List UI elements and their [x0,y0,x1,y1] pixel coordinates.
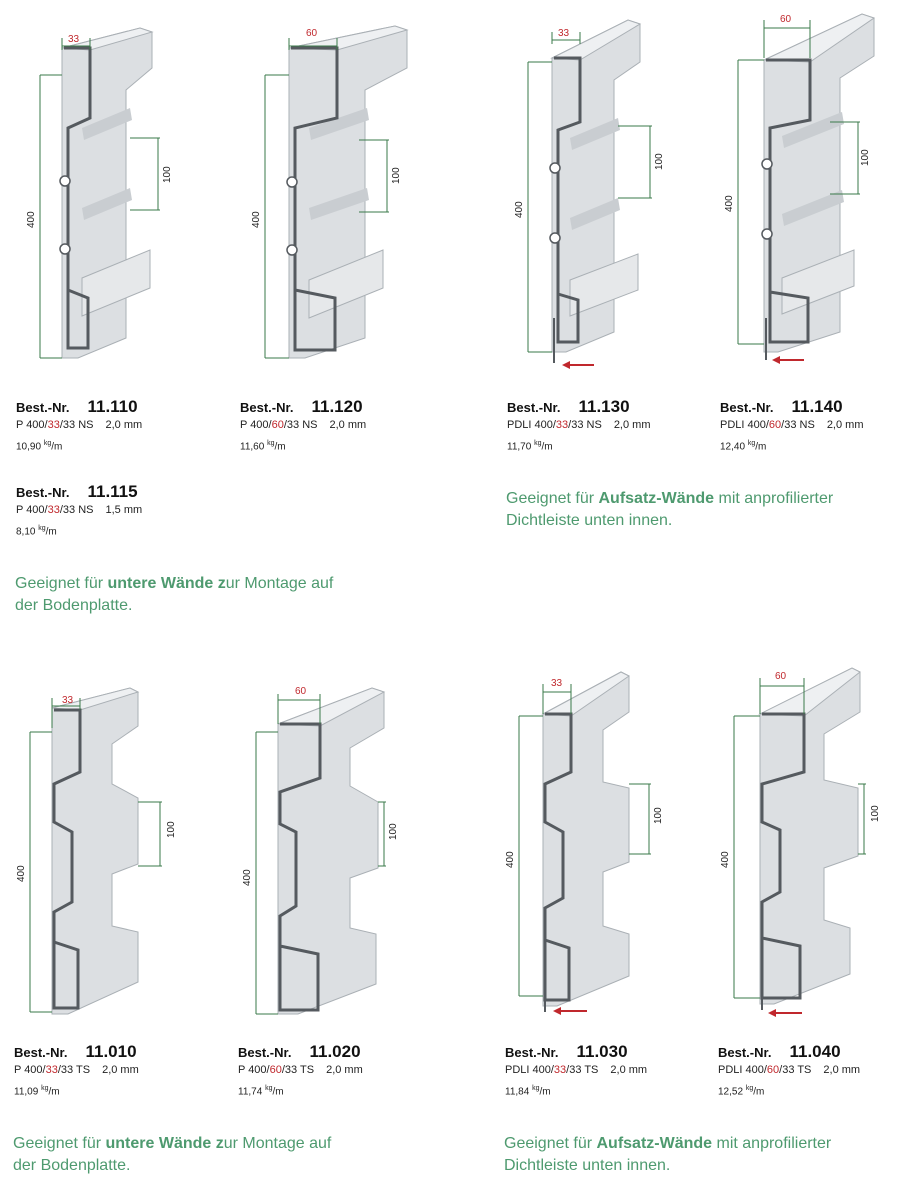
dim-width-label: 60 [295,686,307,697]
profile-body [289,26,407,358]
dim-width-label: 33 [558,28,570,39]
dim-spacing-label: 100 [654,153,665,170]
profile-body [62,28,152,358]
profile-body [760,668,860,1004]
order-label: Best.-Nr. [505,1045,559,1060]
order-label: Best.-Nr. [14,1045,68,1060]
product-card-11115 [16,482,216,537]
dim-spacing-label: 100 [860,149,871,166]
product-card-11120 [240,397,440,452]
dim-width-label: 60 [780,14,792,25]
order-label: Best.-Nr. [238,1045,292,1060]
product-spec: P 400/60/33 TS 2,0 mm [238,1064,363,1076]
order-number: 11.130 [578,397,630,416]
profile-drawing-11130 [510,18,670,373]
arrow-left-icon [562,361,594,369]
arrow-left-icon [772,356,804,364]
order-label: Best.-Nr. [720,400,774,415]
product-weight: 11,09 $^{kg}$/m [14,1085,60,1098]
dim-spacing-label: 100 [166,821,177,838]
product-spec: P 400/33/33 NS 2,0 mm [16,419,143,431]
dim-height-label: 400 [242,869,253,886]
profile-drawing-11110 [20,28,173,368]
profile-drawing-11020 [240,688,415,1018]
profile-body [278,688,384,1014]
order-label: Best.-Nr. [240,400,294,415]
product-spec: P 400/33/33 NS 1,5 mm [16,504,143,516]
arrow-left-icon [768,1009,802,1017]
dim-spacing-label: 100 [653,807,664,824]
product-card-11040 [718,1042,900,1097]
dim-spacing-label: 100 [391,167,402,184]
dim-height-label: 400 [26,211,37,228]
product-weight: 11,70 $^{kg}$/m [507,440,553,453]
profile-drawing-11040 [720,662,890,1020]
product-card-11010 [14,1042,214,1097]
product-card-11020 [238,1042,438,1097]
usage-note-untere: Geeignet für untere Wände zur Montage auf der Bodenplatte. [15,575,334,614]
dim-spacing-label: 100 [870,805,881,822]
usage-note-aufsatz: Geeignet für Aufsatz-Wände mit anprofilierter Dichtleiste unten innen. [504,1135,832,1174]
order-number: 11.020 [309,1042,361,1061]
dim-width-label: 33 [68,34,80,45]
order-label: Best.-Nr. [16,400,70,415]
order-number: 11.040 [789,1042,841,1061]
dim-height-label: 400 [505,851,516,868]
profile-groove [550,163,560,173]
profile-drawing-11010 [16,688,185,1018]
order-number: 11.010 [85,1042,137,1061]
product-weight: 12,40 $^{kg}$/m [720,440,767,453]
profile-groove [287,177,297,187]
product-weight: 11,74 $^{kg}$/m [238,1085,284,1098]
product-weight: 8,10 $^{kg}$/m [16,525,57,538]
usage-note-untere: Geeignet für untere Wände zur Montage auf der Bodenplatte. [13,1135,332,1174]
profile-groove [550,233,560,243]
dim-height-label: 400 [514,201,525,218]
dim-width-label: 60 [775,671,787,682]
order-number: 11.120 [311,397,363,416]
dim-width-label: 33 [551,678,563,689]
product-weight: 11,60 $^{kg}$/m [240,440,286,453]
product-spec: PDLI 400/60/33 TS 2,0 mm [718,1064,861,1076]
product-spec: P 400/60/33 NS 2,0 mm [240,419,367,431]
usage-note-aufsatz: Geeignet für Aufsatz-Wände mit anprofilierter Dichtleiste unten innen. [506,490,834,529]
order-number: 11.110 [87,397,138,416]
product-spec: P 400/33/33 TS 2,0 mm [14,1064,139,1076]
dim-spacing-label: 100 [162,166,173,183]
product-weight: 12,52 $^{kg}$/m [718,1085,765,1098]
profile-groove [762,159,772,169]
order-label: Best.-Nr. [507,400,561,415]
order-label: Best.-Nr. [718,1045,772,1060]
profile-groove [287,245,297,255]
product-card-11130 [507,397,707,452]
arrow-left-icon [553,1007,587,1015]
dim-spacing-label: 100 [388,823,399,840]
product-spec: PDLI 400/33/33 NS 2,0 mm [507,419,651,431]
order-number: 11.030 [576,1042,628,1061]
product-spec: PDLI 400/60/33 NS 2,0 mm [720,419,864,431]
order-number: 11.140 [791,397,843,416]
dim-height-label: 400 [16,865,27,882]
product-card-11030 [505,1042,705,1097]
profile-drawing-11140 [720,8,895,373]
profile-groove [60,244,70,254]
product-card-11140 [720,397,900,452]
product-weight: 10,90 $^{kg}$/m [16,440,63,453]
profile-body [52,688,138,1014]
profile-drawing-11030 [505,672,665,1020]
order-number: 11.115 [87,482,138,501]
dim-height-label: 400 [720,851,731,868]
product-card-11110 [16,397,216,452]
dim-width-label: 33 [62,695,74,706]
profile-groove [762,229,772,239]
profile-body [543,672,629,1006]
product-weight: 11,84 $^{kg}$/m [505,1085,551,1098]
dim-height-label: 400 [724,195,735,212]
dim-height-label: 400 [251,211,262,228]
product-spec: PDLI 400/33/33 TS 2,0 mm [505,1064,648,1076]
dim-width-label: 60 [306,28,318,39]
order-label: Best.-Nr. [16,485,70,500]
profile-groove [60,176,70,186]
profile-drawing-11120 [245,18,415,368]
